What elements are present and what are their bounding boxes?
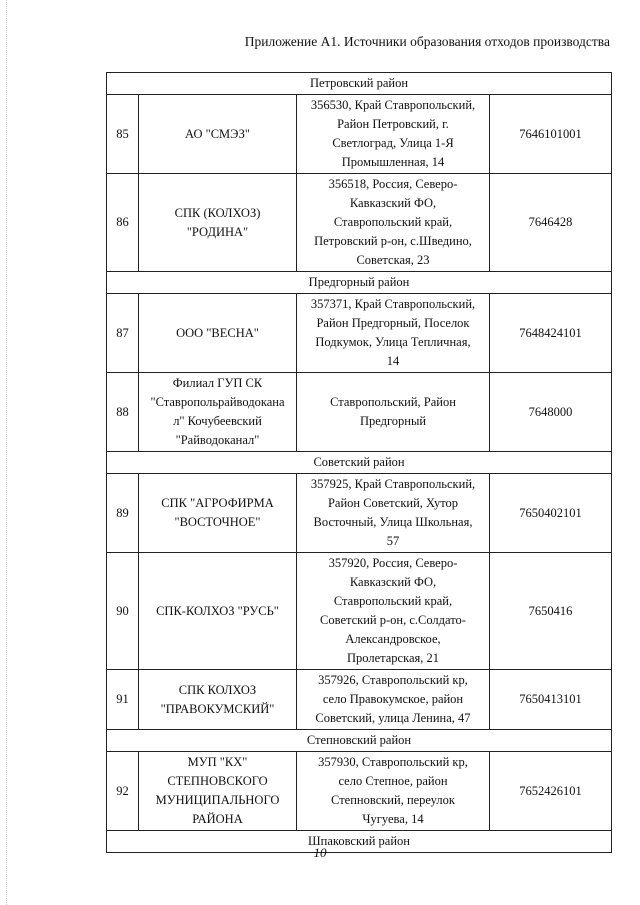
enterprise-address-line: Пролетарская, 21 [346, 651, 440, 665]
enterprise-name-line: АО "СМЭЗ" [185, 126, 250, 141]
page-header: Приложение А1. Источники образования отходов производства [244, 34, 610, 49]
enterprise-address-line: село Степное, район [338, 774, 448, 788]
enterprise-name-line: ООО "ВЕСНА" [176, 325, 259, 340]
enterprise-name-line: СПК (КОЛХОЗ) [174, 205, 261, 220]
enterprise-name [139, 95, 297, 174]
waste-sources-table [106, 72, 612, 853]
enterprise-address-line: Ставропольский край, [333, 215, 453, 229]
table-row [107, 373, 612, 452]
code: 7652426101 [490, 752, 612, 831]
code: 7648000 [490, 373, 612, 452]
enterprise-address-line: Петровский р-он, с.Шведино, [314, 234, 472, 248]
enterprise-name-line: "Ставропольрайводокана [150, 395, 285, 409]
enterprise-address-line: Кавказский ФО, [349, 196, 437, 210]
enterprise-address [297, 294, 490, 373]
enterprise-name [139, 752, 297, 831]
enterprise-address-line: 357925, Край Ставропольский, [310, 477, 476, 491]
enterprise-name-line: "РОДИНА" [186, 224, 249, 239]
row-number: 91 [107, 670, 139, 730]
enterprise-address [297, 474, 490, 553]
enterprise-address-line: 357930, Ставропольский кр, [318, 755, 468, 769]
enterprise-name-line: "ВОСТОЧНОЕ" [174, 515, 261, 529]
table-row [107, 95, 612, 174]
district-name: Шпаковский район [107, 831, 612, 853]
enterprise-address-line: 14 [386, 354, 400, 368]
code: 7650413101 [490, 670, 612, 730]
enterprise-name [139, 174, 297, 272]
table-row [107, 294, 612, 373]
enterprise-address-line: Светлоград, Улица 1-Я [332, 136, 454, 150]
enterprise-address-line: 356518, Россия, Северо- [328, 177, 458, 191]
enterprise-address-line: 357920, Россия, Северо- [328, 556, 458, 570]
row-number: 89 [107, 474, 139, 553]
enterprise-name-line: "Райводоканал" [175, 433, 260, 447]
enterprise-address-line: Район Петровский, г. [337, 117, 449, 131]
row-number: 88 [107, 373, 139, 452]
enterprise-address-line: Восточный, Улица Школьная, [313, 515, 473, 529]
code: 7650416 [490, 553, 612, 670]
row-number: 90 [107, 553, 139, 670]
row-number: 92 [107, 752, 139, 831]
enterprise-address-line: Александровское, [345, 632, 441, 646]
enterprise-name-line: СТЕПНОВСКОГО [167, 774, 268, 788]
page-edge [6, 0, 7, 905]
district-row [107, 452, 612, 474]
district-name: Степновский район [107, 730, 612, 752]
row-number: 87 [107, 294, 139, 373]
enterprise-name [139, 294, 297, 373]
enterprise-address-line: Ставропольский край, [333, 594, 453, 608]
district-row [107, 730, 612, 752]
code: 7648424101 [490, 294, 612, 373]
enterprise-address-line: Чугуева, 14 [362, 812, 424, 826]
code: 7646101001 [490, 95, 612, 174]
enterprise-address-line: Район Советский, Хутор [327, 496, 459, 510]
enterprise-address-line: Район Предгорный, Поселок [316, 316, 470, 330]
enterprise-address-line: 57 [386, 534, 400, 548]
enterprise-address-line: Подкумок, Улица Тепличная, [315, 335, 471, 349]
enterprise-name-line: РАЙОНА [192, 812, 243, 826]
row-number: 85 [107, 95, 139, 174]
enterprise-name-line: МУП "КХ" [187, 755, 248, 769]
enterprise-address-line: 357926, Ставропольский кр, [318, 673, 468, 687]
enterprise-address [297, 553, 490, 670]
district-name: Советский район [107, 452, 612, 474]
enterprise-address-line: Советский р-он, с.Солдато- [320, 613, 466, 627]
enterprise-address [297, 752, 490, 831]
enterprise-name [139, 474, 297, 553]
enterprise-address [297, 373, 490, 452]
enterprise-name-line: МУНИЦИПАЛЬНОГО [155, 793, 280, 807]
enterprise-address-line: 356530, Край Ставропольский, [310, 98, 476, 112]
enterprise-address-line: 357371, Край Ставропольский, [310, 297, 476, 311]
code: 7646428 [490, 174, 612, 272]
enterprise-address [297, 670, 490, 730]
enterprise-address [297, 174, 490, 272]
enterprise-address [297, 95, 490, 174]
enterprise-address-line: Ставропольский, Район [330, 395, 456, 409]
table-row [107, 174, 612, 272]
enterprise-address-line: Промышленная, 14 [341, 155, 445, 169]
enterprise-name [139, 670, 297, 730]
enterprise-address-line: Кавказский ФО, [349, 575, 437, 589]
table-row [107, 553, 612, 670]
enterprise-name-line: Филиал ГУП СК [172, 376, 263, 390]
enterprise-address-line: село Правокумское, район [322, 692, 464, 706]
enterprise-name-line: л" Кочубеевский [173, 414, 262, 428]
enterprise-name-line: "ПРАВОКУМСКИЙ" [160, 701, 275, 716]
page-number: 10 [313, 845, 327, 860]
enterprise-address-line: Степновский, переулок [331, 793, 455, 807]
enterprise-name-line: СПК КОЛХОЗ [178, 682, 257, 697]
district-name: Предгорный район [107, 272, 612, 294]
enterprise-address-line: Советский, улица Ленина, 47 [315, 711, 471, 725]
table-row [107, 670, 612, 730]
enterprise-name-line: СПК-КОЛХОЗ "РУСЬ" [156, 603, 279, 618]
table-row [107, 752, 612, 831]
district-name: Петровский район [107, 73, 612, 95]
district-row [107, 272, 612, 294]
code: 7650402101 [490, 474, 612, 553]
table-row [107, 474, 612, 553]
enterprise-name-line: СПК "АГРОФИРМА [161, 496, 274, 510]
row-number: 86 [107, 174, 139, 272]
enterprise-address-line: Советская, 23 [356, 253, 430, 267]
enterprise-name [139, 373, 297, 452]
enterprise-address-line: Предгорный [359, 414, 427, 428]
district-row [107, 73, 612, 95]
enterprise-name [139, 553, 297, 670]
